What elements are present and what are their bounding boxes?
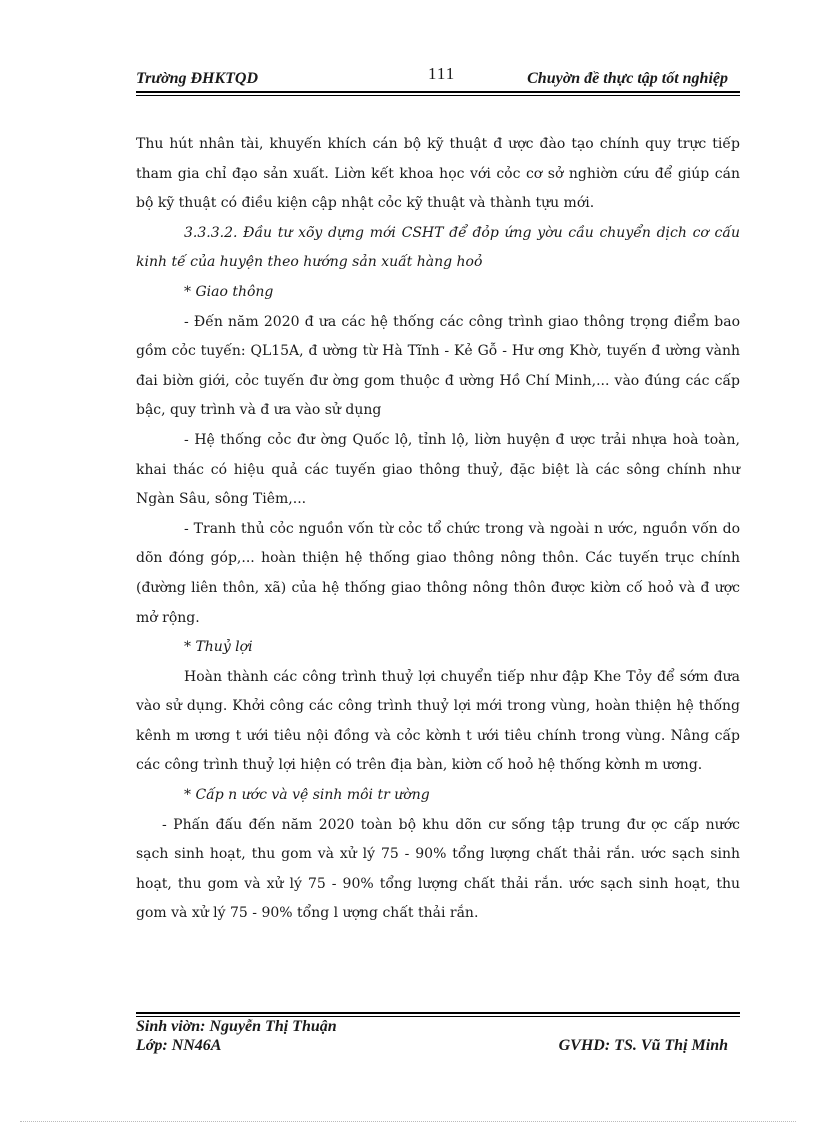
footer-rule-thin <box>136 1016 740 1017</box>
paragraph-transport-3: - Tranh thủ cỏc nguồn vốn từ cỏc tổ chức trong và ngoài n ước, nguồn vốn do dõn đóng góp,... hoàn thiện hệ thống giao thông nông thôn. Các tuyến trục chính (đường liên thôn, xã) của hệ thống giao thông nông thôn được kiờn cố hoỏ và đ ược mở rộng. <box>136 520 740 626</box>
header-rule-thick <box>136 91 740 93</box>
page-bottom-dotted-line <box>20 1121 796 1122</box>
document-body <box>136 130 740 929</box>
subheading-water: * Cấp n ước và vệ sinh môi tr ường <box>184 787 430 804</box>
header-title: Chuyờn đề thực tập tốt nghiệp <box>527 70 728 87</box>
paragraph-transport-2: - Hệ thống cỏc đư ờng Quốc lộ, tỉnh lộ, liờn huyện đ ược trải nhựa hoà toàn, khai thác có hiệu quả các tuyến giao thông thuỷ, đặc biệt là các sông chính như Ngàn Sâu, sông Tiêm,... <box>136 431 740 508</box>
header-school: Trường ĐHKTQD <box>136 70 259 87</box>
footer-rule-thick <box>136 1012 740 1014</box>
footer-advisor: GVHD: TS. Vũ Thị Minh <box>558 1037 728 1054</box>
paragraph-irrigation: Hoàn thành các công trình thuỷ lợi chuyển tiếp như đập Khe Tỏy để sớm đưa vào sử dụng. Khởi công các công trình thuỷ lợi mới trong vùng, hoàn thiện hệ thống kênh m ương t ưới tiêu nội đồng và cỏc kờnh t ưới tiêu chính trong vùng. Nâng cấp các công trình thuỷ lợi hiện có trên địa bàn, kiờn cố hoỏ hệ thống kờnh m ương. <box>136 668 740 774</box>
header-rule-thin <box>136 95 740 96</box>
paragraph-transport-1: - Đến năm 2020 đ ưa các hệ thống các công trình giao thông trọng điểm bao gồm cỏc tuyến: QL15A, đ ường từ Hà Tĩnh - Kẻ Gỗ - Hư ơng Khờ, tuyến đ ường vành đai biờn giới, cỏc tuyến đư ờng gom thuộc đ ường Hồ Chí Minh,... vào đúng các cấp bậc, quy trình và đ ưa vào sử dụng <box>136 313 740 419</box>
subheading-irrigation: * Thuỷ lợi <box>184 639 253 656</box>
footer-student: Sinh viờn: Nguyễn Thị Thuận <box>136 1018 337 1035</box>
page-number: 111 <box>428 64 456 83</box>
paragraph-water: - Phấn đấu đến năm 2020 toàn bộ khu dõn cư sống tập trung đư ợc cấp nước sạch sinh hoạt, thu gom và xử lý 75 - 90% tổng lượng chất thải rắn. ước sạch sinh hoạt, thu gom và xử lý 75 - 90% tổng lượng chất thải rắn. ước sạch sinh hoạt, thu gom và xử lý 75 - 90% tổng l ượng chất thải rắn. <box>136 816 740 922</box>
subheading-transport: * Giao thông <box>184 283 274 300</box>
footer-class: Lớp: NN46A <box>136 1037 222 1054</box>
paragraph-talent: Thu hút nhân tài, khuyến khích cán bộ kỹ thuật đ ược đào tạo chính quy trực tiếp tham gia chỉ đạo sản xuất. Liờn kết khoa học với cỏc cơ sở nghiờn cứu để giúp cán bộ kỹ thuật có điều kiện cập nhật cỏc kỹ thuật và thành tựu mới. <box>136 136 740 212</box>
page-header <box>136 64 740 94</box>
section-heading: 3.3.3.2. Đầu tư xõy dựng mới CSHT để đỏp ứng yờu cầu chuyển dịch cơ cấu kinh tế của huyện theo hướng sản xuất hàng hoỏ <box>136 224 740 271</box>
